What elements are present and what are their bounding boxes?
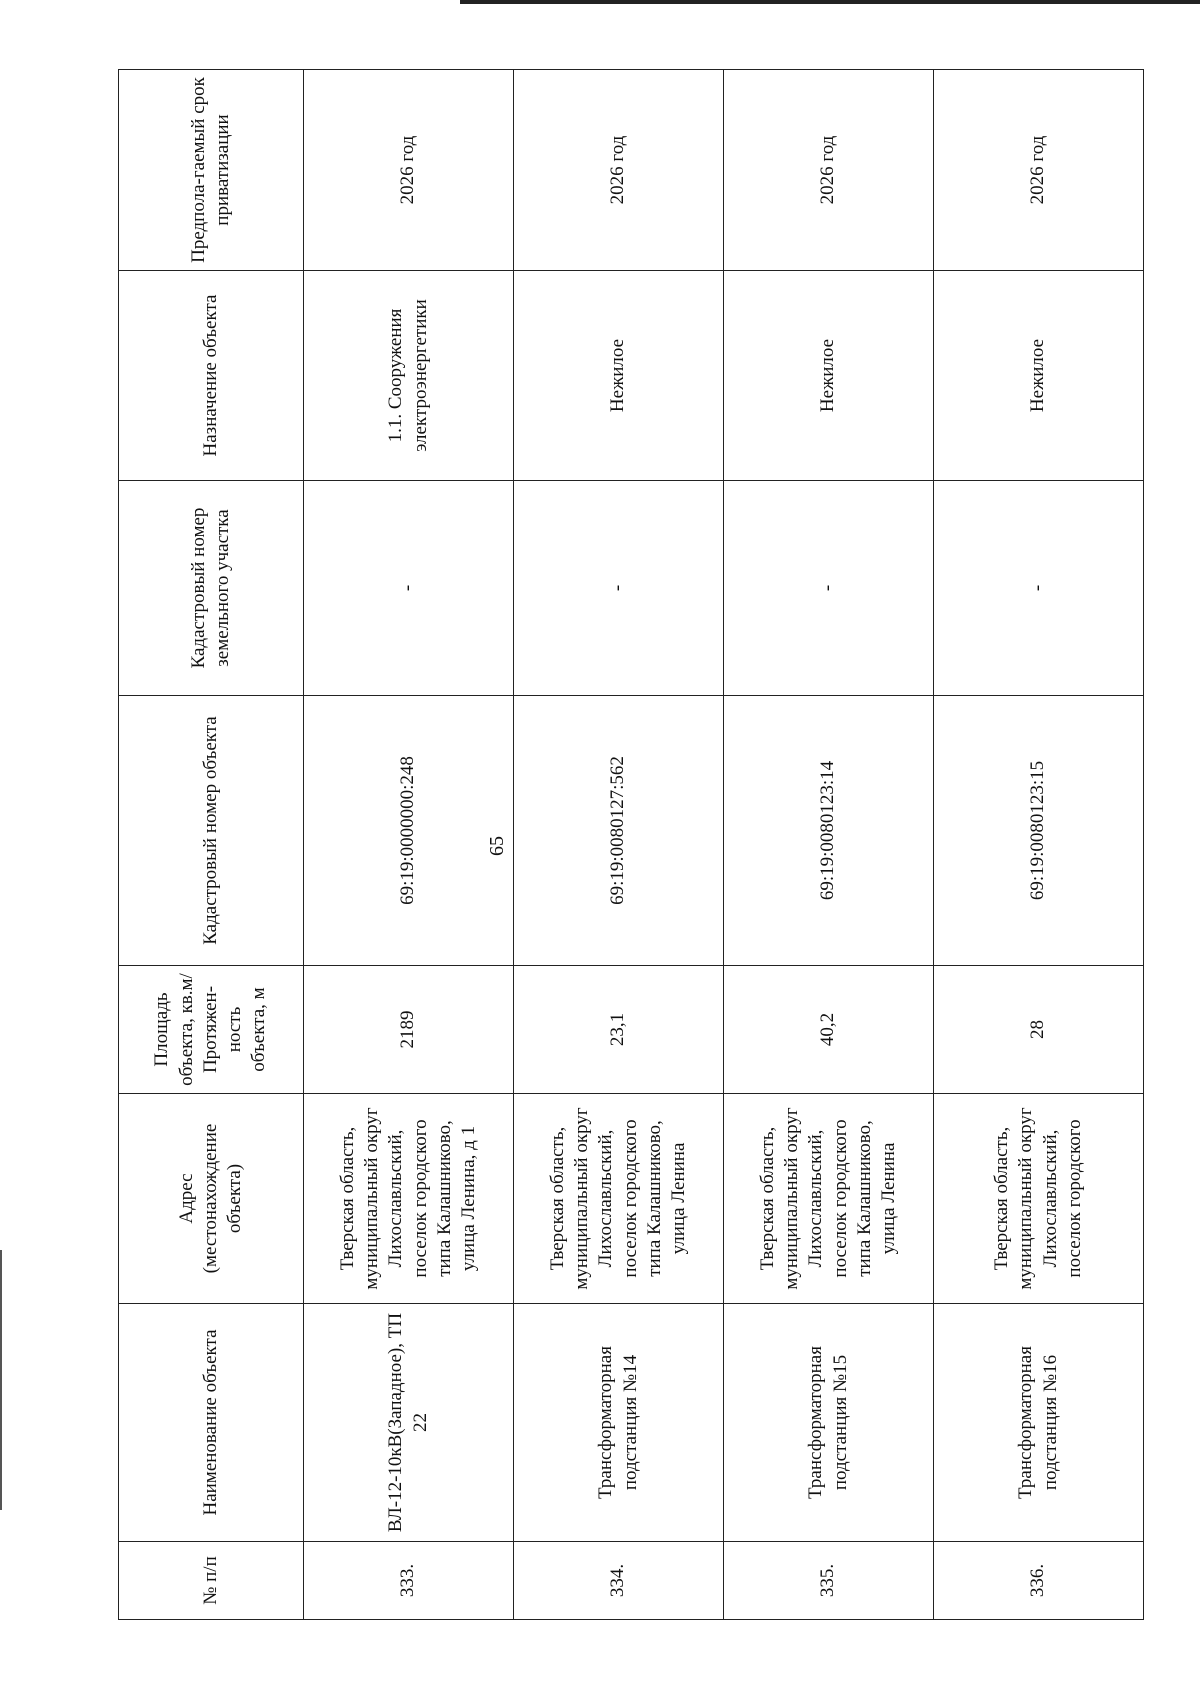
cell-land: - bbox=[934, 481, 1144, 696]
table-row bbox=[934, 70, 1144, 1620]
cell-address: Тверская область, муниципальный округ Лихославльский, поселок городского bbox=[934, 1094, 1144, 1304]
cell-land: - bbox=[514, 481, 724, 696]
header-area: Площадь объекта, кв.м/ Протяжен-ность объекта, м bbox=[119, 966, 304, 1094]
rotated-table-container bbox=[118, 70, 1142, 1620]
cell-name: Трансформаторная подстанция №16 bbox=[934, 1304, 1144, 1542]
cell-area: 23,1 bbox=[514, 966, 724, 1094]
header-num: № п/п bbox=[119, 1542, 304, 1620]
cell-address: Тверская область, муниципальный округ Лихославльский, поселок городского типа Калашниково, улица Ленина bbox=[514, 1094, 724, 1304]
cell-land: - bbox=[304, 481, 514, 696]
cell-num: 333. bbox=[304, 1542, 514, 1620]
cell-num: 336. bbox=[934, 1542, 1144, 1620]
cell-area: 2189 bbox=[304, 966, 514, 1094]
cell-purpose: Нежилое bbox=[514, 271, 724, 481]
cell-term: 2026 год bbox=[304, 70, 514, 271]
cell-name: Трансформаторная подстанция №14 bbox=[514, 1304, 724, 1542]
cell-num: 335. bbox=[724, 1542, 934, 1620]
cell-term: 2026 год bbox=[724, 70, 934, 271]
cell-area: 40,2 bbox=[724, 966, 934, 1094]
table-row bbox=[514, 70, 724, 1620]
header-name: Наименование объекта bbox=[119, 1304, 304, 1542]
cell-term: 2026 год bbox=[934, 70, 1144, 271]
table-row bbox=[304, 70, 514, 1620]
cell-cadastral: 69:19:0080123:15 bbox=[934, 696, 1144, 966]
cell-num: 334. bbox=[514, 1542, 724, 1620]
cell-name: ВЛ-12-10кВ(Западное), ТП 22 bbox=[304, 1304, 514, 1542]
scan-edge-line-left bbox=[0, 1250, 2, 1510]
header-term: Предпола-гаемый срок приватизации bbox=[119, 70, 304, 271]
cell-purpose: 1.1. Сооружения электроэнергетики bbox=[304, 271, 514, 481]
cell-cadastral: 69:19:0000000:248 bbox=[304, 696, 514, 966]
cell-address: Тверская область, муниципальный округ Лихославльский, поселок городского типа Калашниково, улица Ленина bbox=[724, 1094, 934, 1304]
header-cadastral: Кадастровый номер объекта bbox=[119, 696, 304, 966]
cell-address: Тверская область, муниципальный округ Лихославльский, поселок городского типа Калашниково, улица Ленина, д 1 bbox=[304, 1094, 514, 1304]
cell-cadastral: 69:19:0080123:14 bbox=[724, 696, 934, 966]
cell-term: 2026 год bbox=[514, 70, 724, 271]
cell-purpose: Нежилое bbox=[724, 271, 934, 481]
privatization-table bbox=[118, 69, 1144, 1620]
header-address: Адрес (местонахождение объекта) bbox=[119, 1094, 304, 1304]
header-land: Кадастровый номер земельного участка bbox=[119, 481, 304, 696]
cell-area: 28 bbox=[934, 966, 1144, 1094]
cell-purpose: Нежилое bbox=[934, 271, 1144, 481]
cell-cadastral: 69:19:0080127:562 bbox=[514, 696, 724, 966]
table-row bbox=[724, 70, 934, 1620]
cell-name: Трансформаторная подстанция №15 bbox=[724, 1304, 934, 1542]
table-header-row bbox=[119, 70, 304, 1620]
header-purpose: Назначение объекта bbox=[119, 271, 304, 481]
scan-edge-line bbox=[460, 0, 1200, 4]
page-number: 65 bbox=[486, 836, 508, 856]
cell-land: - bbox=[724, 481, 934, 696]
